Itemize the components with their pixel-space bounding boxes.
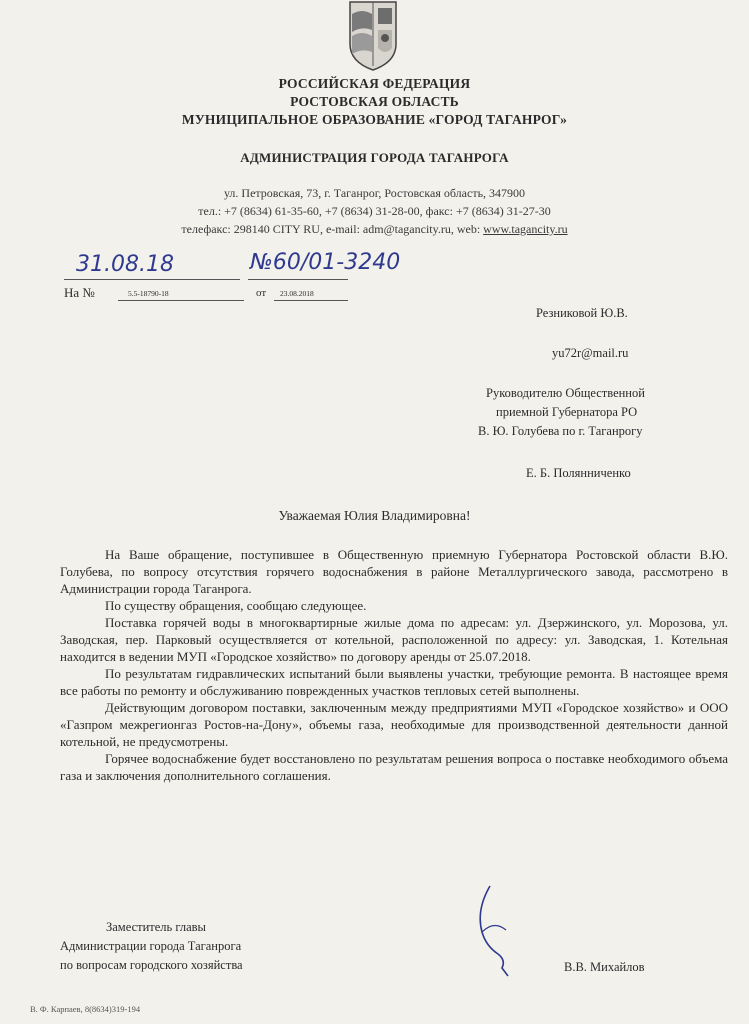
- number-underline: [248, 279, 348, 280]
- contact-address: ул. Петровская, 73, г. Таганрог, Ростовская область, 347900: [223, 186, 526, 200]
- letter-body: [60, 546, 728, 784]
- signatory-title-1: Заместитель главы: [106, 920, 206, 934]
- header-organization: АДМИНИСТРАЦИЯ ГОРОДА ТАГАНРОГА: [240, 150, 509, 165]
- coat-of-arms-emblem: [344, 0, 402, 72]
- header-municipality: МУНИЦИПАЛЬНОЕ ОБРАЗОВАНИЕ «ГОРОД ТАГАНРОГ»: [181, 112, 568, 127]
- executor-footer: В. Ф. Карпаев, 8(8634)319-194: [30, 1004, 141, 1014]
- body-paragraph-4: По результатам гидравлических испытаний были выявлены участки, требующие ремонта. В настоящее время все работы по ремонту и обслуживанию поврежденных участков тепловых сетей выполнены.: [60, 666, 728, 698]
- handwritten-reg-number: №60/01-3240: [250, 250, 401, 275]
- contact-telefax: [0, 222, 749, 237]
- recipient2-line3: В. Ю. Голубева по г. Таганрогу: [478, 424, 643, 438]
- contact-telefax-text: телефакс: 298140 CITY RU, e-mail: adm@tagancity.ru, web:: [181, 222, 484, 236]
- body-paragraph-3: Поставка горячей воды в многоквартирные жилые дома по адресам: ул. Дзержинского, ул. Морозова, ул. Заводская, пер. Парковый осуществляется от котельной, расположенной по адресу: ул. Заводская, 1. Котельная находится в ведении МУП «Городское хозяйство» по договору аренды от 25.07.2018.: [60, 615, 728, 664]
- recipient2-line2: приемной Губернатора РО: [496, 405, 638, 419]
- ref-date: 23.08.2018: [280, 289, 314, 298]
- handwritten-date: 31.08.18: [76, 252, 174, 277]
- ref-number: 5.5-18790-18: [128, 289, 169, 298]
- ref-date-underline: [274, 300, 348, 301]
- body-paragraph-2: По существу обращения, сообщаю следующее.: [105, 598, 367, 613]
- body-paragraph-6: Горячее водоснабжение будет восстановлено по результатам решения вопроса о поставке необходимого объема газа и заключения дополнительного соглашения.: [60, 751, 728, 783]
- contact-phones: тел.: +7 (8634) 61-35-60, +7 (8634) 31-28-00, факс: +7 (8634) 31-27-30: [198, 204, 551, 218]
- signatory-title-3: по вопросам городского хозяйства: [60, 958, 243, 972]
- recipient-name: Резниковой Ю.В.: [536, 306, 628, 320]
- ref-number-underline: [118, 300, 244, 301]
- recipient2-name: Е. Б. Полянниченко: [526, 466, 631, 480]
- recipient2-line1: Руководителю Общественной: [486, 386, 645, 400]
- signatory-name: В.В. Михайлов: [564, 960, 645, 974]
- body-paragraph-5: Действующим договором поставки, заключенным между предприятиями МУП «Городское хозяйство» и ООО «Газпром межрегионгаз Ростов-на-Дону», объемы газа, необходимые для производственной деятельности данной котельной, не предусмотрены.: [60, 700, 728, 749]
- recipient-email: yu72r@mail.ru: [552, 346, 629, 360]
- signatory-title-2: Администрации города Таганрога: [60, 939, 242, 953]
- handwritten-signature: [468, 880, 538, 980]
- ref-label: На №: [64, 285, 95, 300]
- ref-from-label: от: [256, 287, 267, 299]
- date-underline: [64, 279, 240, 280]
- header-region: РОСТОВСКАЯ ОБЛАСТЬ: [290, 94, 459, 109]
- body-paragraph-1: На Ваше обращение, поступившее в Общественную приемную Губернатора Ростовской области В.Ю. Голубева, по вопросу отсутствия горячего водоснабжения в районе Металлургического завода, рассмотрено в Администрации города Таганрога.: [60, 547, 728, 596]
- website-link[interactable]: www.tagancity.ru: [483, 222, 568, 236]
- salutation: Уважаемая Юлия Владимировна!: [278, 508, 471, 523]
- header-country: РОССИЙСКАЯ ФЕДЕРАЦИЯ: [278, 76, 471, 91]
